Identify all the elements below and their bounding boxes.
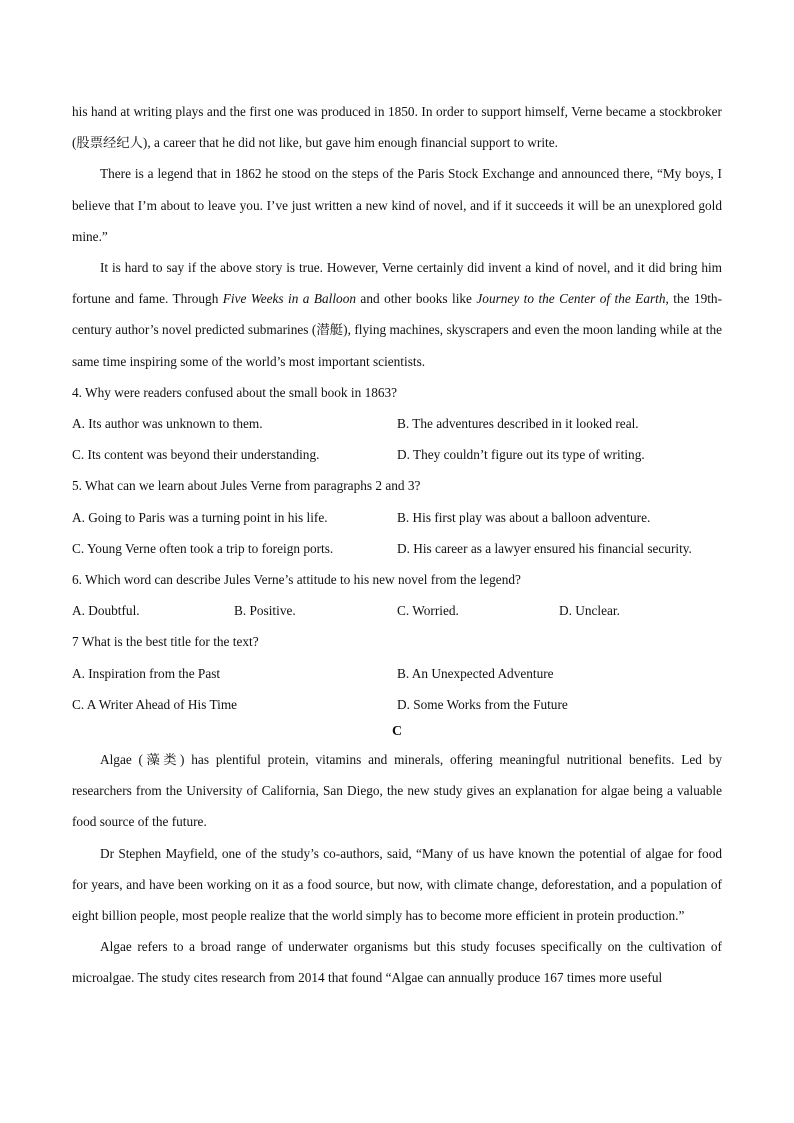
question-5-option-c: C. Young Verne often took a trip to foreign ports. <box>72 540 334 556</box>
question-7-option-c: C. A Writer Ahead of His Time <box>72 696 238 712</box>
question-4-stem: 4. Why were readers confused about the small book in 1863? <box>72 384 398 400</box>
paragraph-3-text-c: , the 19th-century author’s novel predicted submarines (潜艇), flying machines, skyscrapers and even the moon landing while at the same time inspiring some of the world’s most important scientists. <box>72 291 723 369</box>
question-4-option-b: B. The adventures described in it looked real. <box>397 416 639 432</box>
question-4-option-d: D. They couldn’t figure out its type of writing. <box>397 447 645 463</box>
question-6-option-a: A. Doubtful. <box>72 603 140 619</box>
section-c-paragraph-3: Algae refers to a broad range of underwater organisms but this study focuses specifically on the cultivation of microalgae. The study cites research from 2014 that found “Algae can annually produce 167 times more useful <box>72 939 722 986</box>
document-page <box>72 96 722 994</box>
question-7-option-a: A. Inspiration from the Past <box>72 665 221 681</box>
question-7-options <box>72 658 722 720</box>
question-6-stem: 6. Which word can describe Jules Verne’s attitude to his new novel from the legend? <box>72 572 521 588</box>
question-4-options <box>72 408 722 470</box>
question-4-option-a: A. Its author was unknown to them. <box>72 416 263 432</box>
question-5-stem: 5. What can we learn about Jules Verne from paragraphs 2 and 3? <box>72 478 421 494</box>
section-c-heading: C <box>391 724 403 740</box>
question-7-option-b: B. An Unexpected Adventure <box>397 665 554 681</box>
book-title-five-weeks: Five Weeks in a Balloon <box>222 291 356 307</box>
question-5-options <box>72 502 722 564</box>
passage-b-paragraph-2: There is a legend that in 1862 he stood on the steps of the Paris Stock Exchange and announced there, “My boys, I believe that I’m about to leave you. I’ve just written a new kind of novel, and if it succeeds it will be an unexplored gold mine.” <box>72 166 722 244</box>
question-5-option-a: A. Going to Paris was a turning point in his life. <box>72 509 328 525</box>
passage-b-paragraph-3 <box>72 252 722 377</box>
section-c-paragraph-2: Dr Stephen Mayfield, one of the study’s co-authors, said, “Many of us have known the potential of algae for food for years, and have been working on it as a food source, but now, with climate change, deforestation, and a population of eight billion people, most people realize that the world simply has to become more efficient in protein production.” <box>72 845 722 924</box>
question-7-option-d: D. Some Works from the Future <box>397 696 568 712</box>
question-7-stem: 7 What is the best title for the text? <box>72 634 259 650</box>
passage-b-paragraph-1-continued: his hand at writing plays and the first one was produced in 1850. In order to support himself, Verne became a stockbroker (股票经纪人), a career that he did not like, but gave him enough financial support to write. <box>72 104 722 151</box>
question-5-option-d: D. His career as a lawyer ensured his financial security. <box>397 540 692 556</box>
section-c-paragraph-1: Algae (藻类) has plentiful protein, vitamins and minerals, offering meaningful nutritional benefits. Led by researchers from the University of California, San Diego, the new study gives an explanation for algae being a valuable food source of the future. <box>72 752 722 830</box>
book-title-journey: Journey to the Center of the Earth <box>476 291 666 307</box>
question-6-option-c: C. Worried. <box>397 603 459 619</box>
question-6-option-d: D. Unclear. <box>559 603 620 619</box>
question-6-option-b: B. Positive. <box>234 603 296 619</box>
question-5-option-b: B. His first play was about a balloon adventure. <box>397 509 651 525</box>
question-6-options <box>72 595 722 626</box>
question-4-option-c: C. Its content was beyond their understanding. <box>72 447 320 463</box>
paragraph-3-text-a: It is hard to say if the above story is true. However, Verne certainly did invent a kind of novel, and it did bring him fortune and fame. Through <box>72 260 722 307</box>
paragraph-3-text-b: and other books like <box>356 291 477 307</box>
